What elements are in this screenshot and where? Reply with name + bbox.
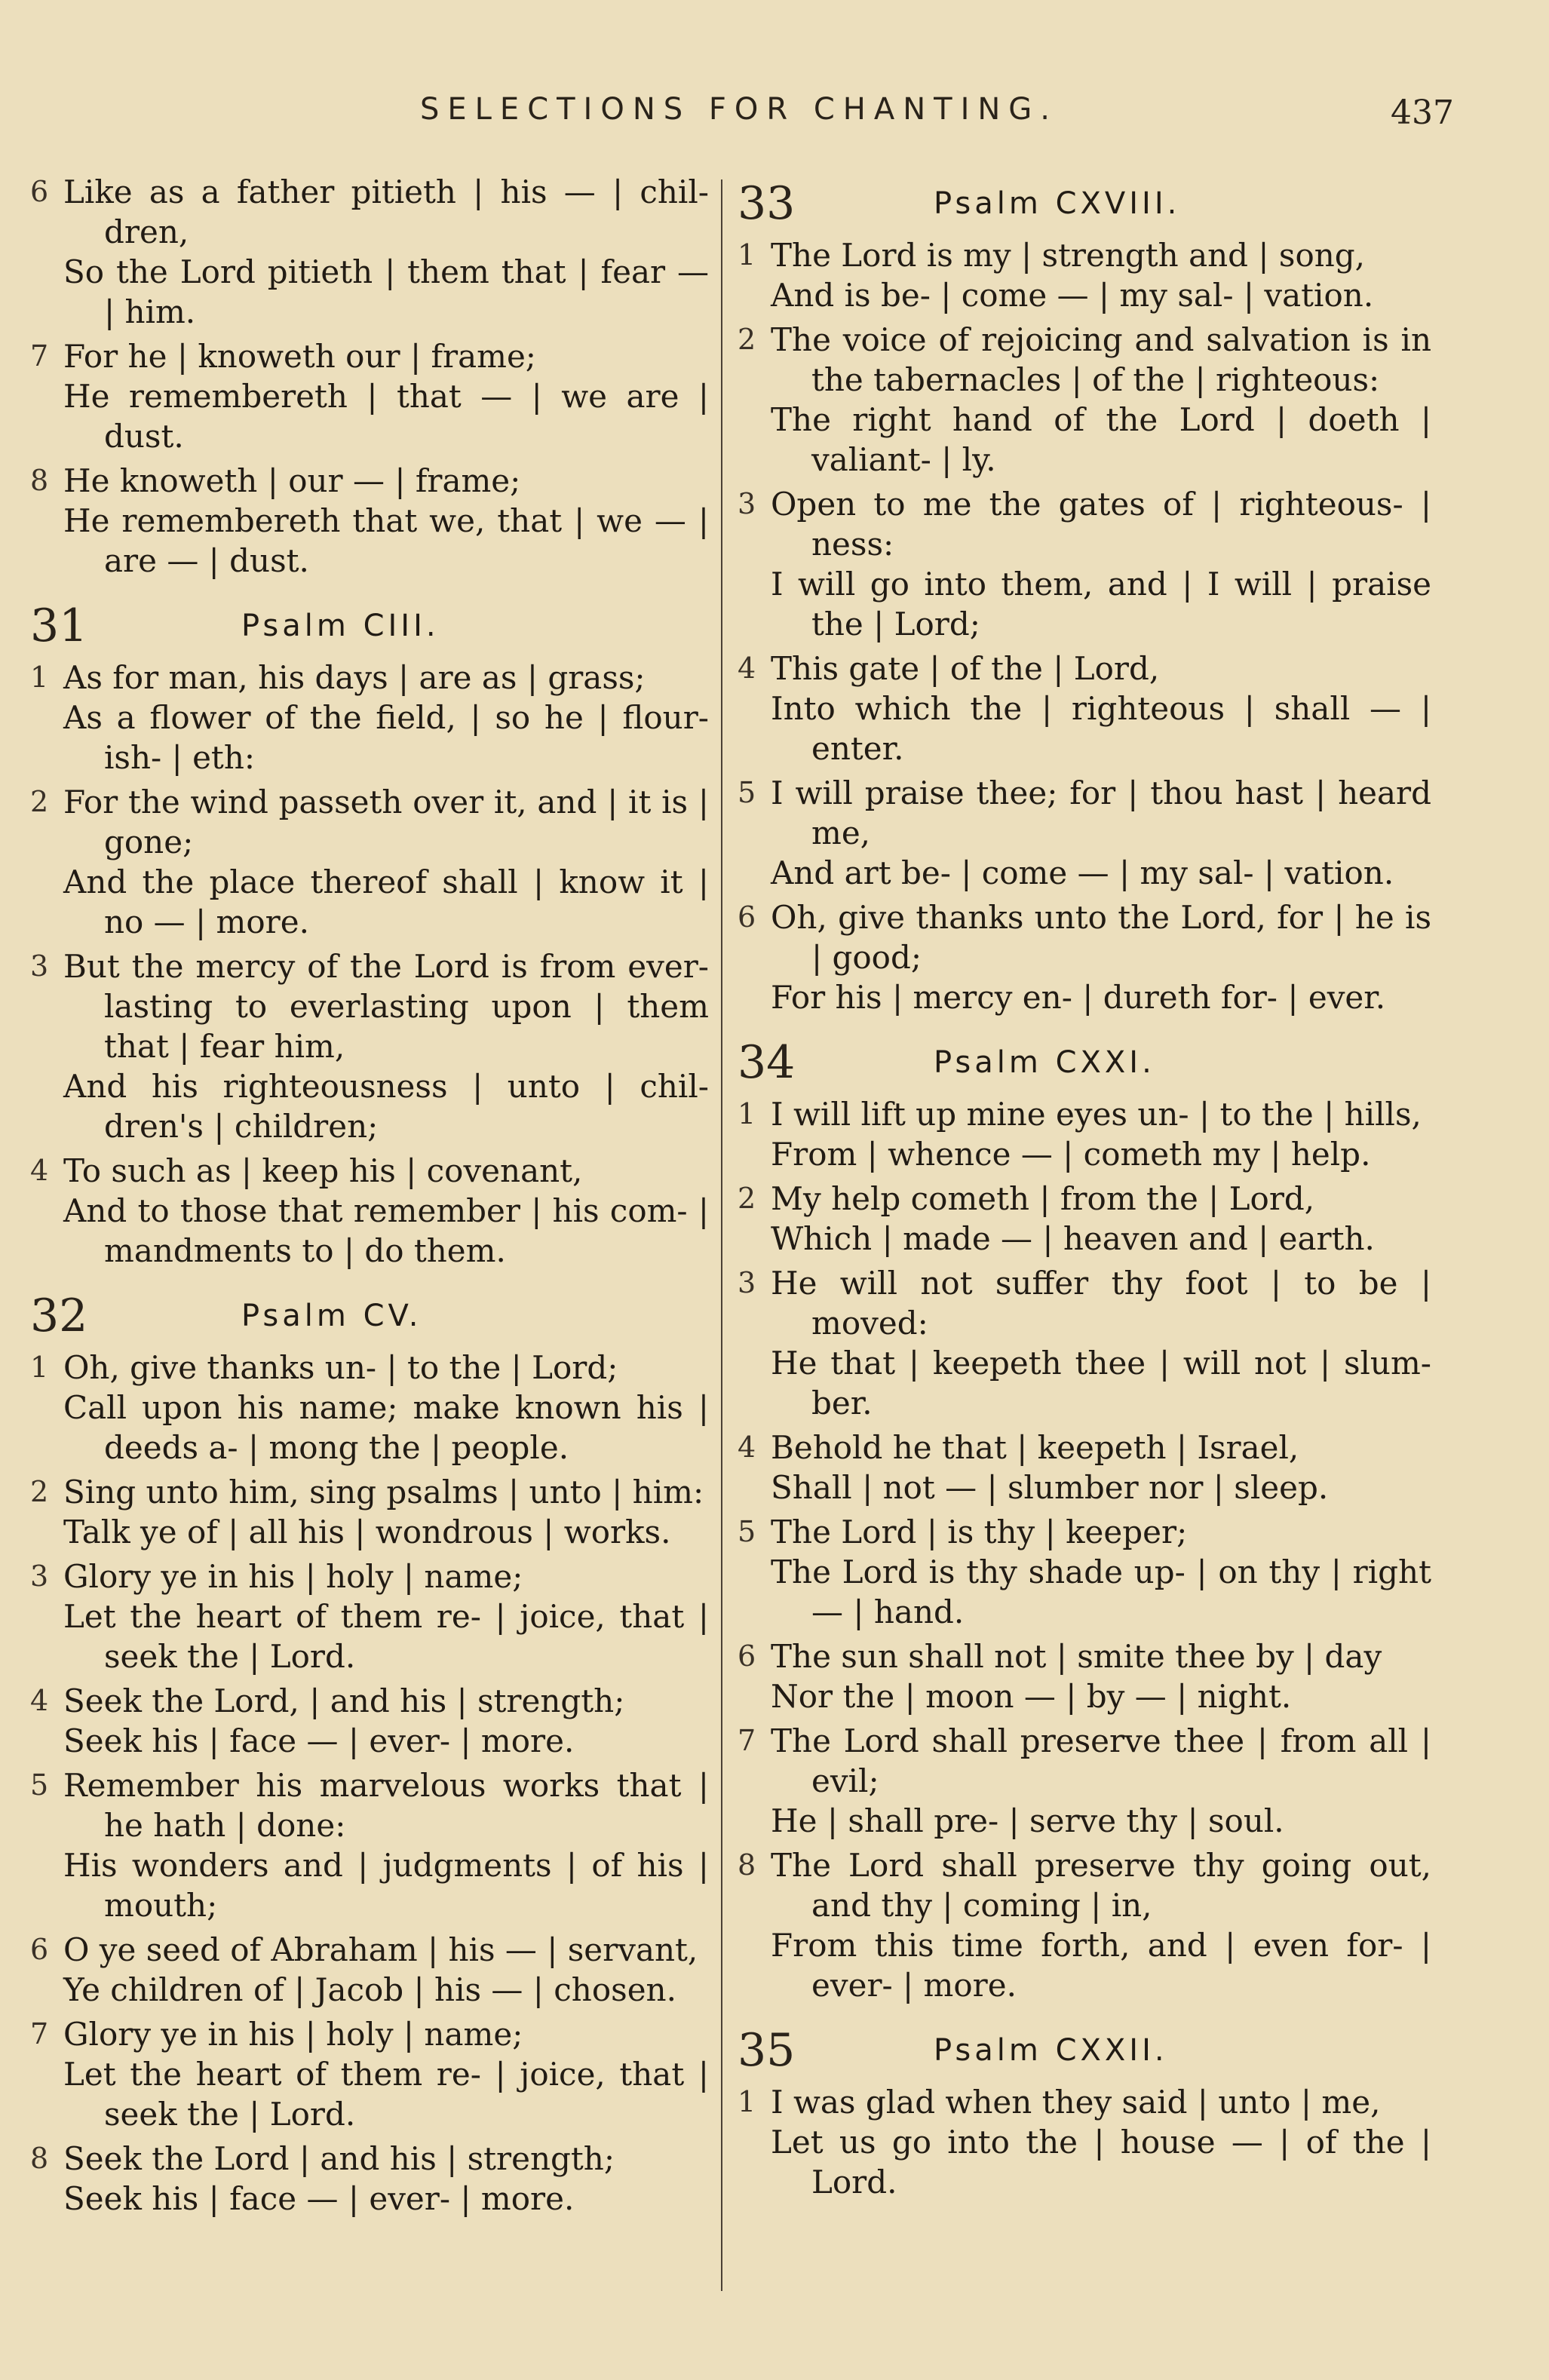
verse-number: 6 (30, 1933, 49, 1966)
verse (30, 1151, 709, 1271)
verse-line: This gate | of the | Lord, (771, 650, 1160, 687)
verse-number: 7 (738, 1724, 756, 1757)
column-divider (721, 179, 722, 2291)
verse-line: He that | keepeth thee | will not | slum-ber. (771, 1345, 1431, 1422)
verse-line: To such as | keep his | covenant, (63, 1152, 583, 1189)
verse-line: Shall | not — | slumber nor | sleep. (771, 1469, 1329, 1506)
verse-line: Remember his marvelous works that | he hath | done: (63, 1767, 709, 1844)
running-head: SELECTIONS FOR CHANTING. (419, 92, 1059, 127)
selection-number: 34 (738, 1036, 796, 1089)
verse-line: Seek his | face — | ever- | more. (63, 1722, 575, 1759)
verse-line: For he | knoweth our | frame; (63, 338, 536, 375)
verse-line: Nor the | moon — | by — | night. (771, 1678, 1292, 1715)
verse-line: And art be- | come — | my sal- | vation. (771, 854, 1394, 891)
verse (30, 658, 709, 777)
psalm-title: Psalm CXVIII. (934, 186, 1181, 221)
verse-line: Glory ye in his | holy | name; (63, 1558, 523, 1595)
psalm-title: Psalm CXXII. (934, 2033, 1168, 2068)
verse (30, 782, 709, 942)
verse-number: 3 (738, 487, 756, 520)
verse-line: I was glad when they said | unto | me, (771, 2084, 1381, 2121)
verse-line: He | shall pre- | serve thy | soul. (771, 1802, 1284, 1839)
verse-line: From this time forth, and | even for- | ever- | more. (771, 1927, 1431, 2004)
verse-line: Call upon his name; make known his | deeds a- | mong the | people. (63, 1389, 709, 1466)
verse-number: 8 (30, 464, 49, 497)
verse-number: 4 (738, 1431, 756, 1464)
psalm-heading (30, 594, 709, 658)
verse (738, 2082, 1431, 2202)
verse-line: And is be- | come — | my sal- | vation. (771, 277, 1374, 314)
verse-line: He remembereth that we, that | we — | are — | dust. (63, 502, 709, 579)
verse-number: 4 (30, 1154, 49, 1187)
verse-line: The voice of rejoicing and salvation is in the tabernacles | of the | righteous: (771, 321, 1431, 398)
verse (30, 2014, 709, 2134)
verse-line: But the mercy of the Lord is from ever-lasting to everlasting upon | them that | fear him, (63, 948, 709, 1065)
verse-line: Glory ye in his | holy | name; (63, 2016, 523, 2053)
verse-number: 5 (738, 776, 756, 809)
verse (30, 1765, 709, 1925)
verse-line: From | whence — | cometh my | help. (771, 1136, 1371, 1173)
left-column (30, 172, 709, 2223)
verse-line: Oh, give thanks unto the Lord, for | he is | good; (771, 899, 1431, 976)
psalm-heading (738, 172, 1431, 235)
verse (738, 649, 1431, 768)
verse (738, 897, 1431, 1017)
verse-number: 6 (738, 900, 756, 934)
verse-line: Let the heart of them re- | joice, that | seek the | Lord. (63, 1598, 709, 1675)
verse-line: Seek the Lord | and his | strength; (63, 2140, 615, 2177)
verse-line: The Lord is my | strength and | song, (771, 237, 1366, 274)
verse-number: 7 (30, 339, 49, 373)
verse-line: Seek the Lord, | and his | strength; (63, 1682, 625, 1719)
verse-number: 8 (738, 1848, 756, 1882)
verse-number: 2 (30, 785, 49, 818)
verse (30, 1348, 709, 1468)
verse-line: The Lord shall preserve thy going out, and thy | coming | in, (771, 1847, 1431, 1924)
psalm-heading (738, 1031, 1431, 1094)
verse-line: And the place thereof shall | know it | no — | more. (63, 863, 709, 940)
verse-line: Ye children of | Jacob | his — | chosen. (63, 1971, 676, 2008)
verse-line: As a flower of the field, | so he | flour-ish- | eth: (63, 699, 709, 776)
verse-number: 6 (30, 175, 49, 208)
verse-line: The sun shall not | smite thee by | day (771, 1638, 1382, 1675)
verse-number: 3 (30, 949, 49, 983)
verse-line: I will go into them, and | I will | praise the | Lord; (771, 566, 1431, 643)
verse-line: For his | mercy en- | dureth for- | ever. (771, 979, 1386, 1016)
verse (738, 320, 1431, 480)
verse (738, 235, 1431, 315)
verse-line: Into which the | righteous | shall — | enter. (771, 690, 1431, 767)
verse (738, 484, 1431, 644)
verse-number: 5 (30, 1768, 49, 1802)
verse-number: 1 (738, 238, 756, 271)
verse (30, 172, 709, 332)
verse-line: And his righteousness | unto | chil-dren's | children; (63, 1068, 709, 1145)
psalm-title: Psalm CXXI. (934, 1045, 1155, 1080)
verse-number: 2 (30, 1475, 49, 1508)
verse-number: 1 (30, 1351, 49, 1384)
verse (738, 1263, 1431, 1423)
verse-line: Sing unto him, sing psalms | unto | him: (63, 1474, 704, 1511)
verse-line: The Lord is thy shade up- | on thy | right — | hand. (771, 1553, 1431, 1630)
verse-line: He knoweth | our — | frame; (63, 462, 521, 499)
verse-line: Let the heart of them re- | joice, that | seek the | Lord. (63, 2056, 709, 2133)
verse-number: 2 (738, 1182, 756, 1215)
verse-line: He remembereth | that — | we are | dust. (63, 378, 709, 455)
verse-line: The right hand of the Lord | doeth | valiant- | ly. (771, 401, 1431, 478)
verse-line: And to those that remember | his com- | mandments to | do them. (63, 1192, 709, 1269)
verse (738, 1721, 1431, 1841)
verse-number: 8 (30, 2142, 49, 2175)
verse-line: Open to me the gates of | righteous- | ness: (771, 486, 1431, 563)
verse-line: I will lift up mine eyes un- | to the | hills, (771, 1096, 1422, 1133)
verse (30, 1472, 709, 1552)
verse-number: 4 (30, 1684, 49, 1717)
psalm-heading (738, 2019, 1431, 2082)
verse-line: So the Lord pitieth | them that | fear — | him. (63, 253, 709, 330)
verse (738, 1636, 1431, 1716)
verse-line: The Lord shall preserve thee | from all | evil; (771, 1722, 1431, 1799)
selection-number: 32 (30, 1290, 88, 1342)
verse (30, 946, 709, 1146)
verse (738, 1428, 1431, 1507)
verse-number: 3 (738, 1266, 756, 1299)
verse-number: 1 (738, 2085, 756, 2118)
selection-number: 33 (738, 177, 796, 230)
verse-line: His wonders and | judgments | of his | mouth; (63, 1847, 709, 1924)
verse-number: 1 (30, 661, 49, 694)
verse-number: 7 (30, 2017, 49, 2050)
verse (30, 1557, 709, 1676)
verse (738, 1094, 1431, 1174)
selection-number: 35 (738, 2024, 796, 2077)
right-column (738, 172, 1431, 2207)
verse-line: Behold he that | keepeth | Israel, (771, 1429, 1299, 1466)
psalm-heading (30, 1284, 709, 1348)
verse-number: 3 (30, 1560, 49, 1593)
verse-line: He will not suffer thy foot | to be | moved: (771, 1265, 1431, 1342)
verse (30, 1681, 709, 1761)
verse-number: 2 (738, 323, 756, 356)
verse-line: Oh, give thanks un- | to the | Lord; (63, 1349, 618, 1386)
verse (30, 461, 709, 581)
verse (738, 1845, 1431, 2005)
verse-number: 6 (738, 1639, 756, 1673)
verse-line: Talk ye of | all his | wondrous | works. (63, 1514, 671, 1550)
psalm-title: Psalm CIII. (241, 609, 440, 643)
verse-line: Seek his | face — | ever- | more. (63, 2180, 575, 2217)
verse-line: As for man, his days | are as | grass; (63, 659, 646, 696)
verse-line: Like as a father pitieth | his — | chil-dren, (63, 173, 709, 250)
verse (738, 1512, 1431, 1632)
verse-number: 5 (738, 1515, 756, 1548)
verse-line: I will praise thee; for | thou hast | heard me, (771, 774, 1431, 851)
verse (30, 336, 709, 456)
verse-line: Let us go into the | house — | of the | Lord. (771, 2124, 1431, 2201)
selection-number: 31 (30, 600, 88, 652)
verse-line: O ye seed of Abraham | his — | servant, (63, 1931, 698, 1968)
verse (30, 2139, 709, 2219)
verse-number: 1 (738, 1097, 756, 1130)
verse (30, 1930, 709, 2010)
verse-line: My help cometh | from the | Lord, (771, 1180, 1315, 1217)
verse-line: Which | made — | heaven and | earth. (771, 1220, 1375, 1257)
psalm-title: Psalm CV. (241, 1299, 422, 1333)
verse-number: 4 (738, 652, 756, 685)
verse-line: The Lord | is thy | keeper; (771, 1514, 1188, 1550)
page-number: 437 (1391, 94, 1454, 132)
verse-line: For the wind passeth over it, and | it is | gone; (63, 784, 709, 860)
verse (738, 1179, 1431, 1259)
verse (738, 773, 1431, 893)
